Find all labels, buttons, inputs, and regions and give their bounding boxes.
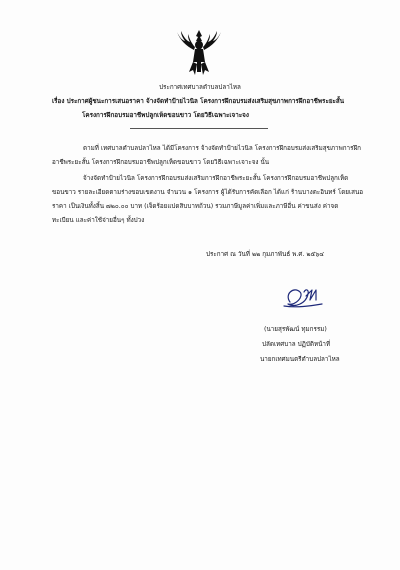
signatory-position-2: นายกเทศมนตรีตำบลปลาไหล — [260, 356, 340, 363]
announcement-date: ประกาศ ณ วันที่ ๒๒ กุมภาพันธ์ พ.ศ. ๒๕๖๔ — [206, 251, 325, 258]
garuda-emblem-icon — [176, 28, 222, 78]
signatory-name: (นายสุรพัฒน์ ทุมกรรม) — [264, 326, 327, 333]
paragraph-2-line-2: ขอนขาว รายละเอียดตามร่างขอบเขตงาน จำนวน ๑ โครงการ ผู้ได้รับการคัดเลือก ได้แก่ ร้านบางตะอินทร์ โดยเสนอ — [52, 189, 364, 196]
office-title: ประกาศเทศบาลตำบลปลาไหล — [159, 84, 241, 91]
paragraph-1-line-1: ตามที่ เทศบาลตำบลปลาไหล ได้มีโครงการ จ้างจัดทำป้ายไวนิล โครงการฝึกอบรมส่งเสริมสุขภาพการฝึก — [83, 145, 361, 152]
divider-line — [130, 128, 268, 129]
paragraph-2-line-1: จ้างจัดทำป้ายไวนิล โครงการฝึกอบรมส่งเสริมการฝึกอาชีพระยะสั้น โครงการฝึกอบรมอาชีพปลูกเห็ด — [83, 175, 349, 182]
paragraph-1-line-2: อาชีพระยะสั้น โครงการฝึกอบรมอาชีพปลูกเห็ดขอนขาว โดยวิธีเฉพาะเจาะจง นั้น — [52, 159, 270, 166]
paragraph-2-line-4: ทะเบียน และค่าใช้จ่ายอื่นๆ ทั้งปวง — [52, 217, 145, 224]
signature-icon — [276, 282, 326, 314]
signatory-position-1: ปลัดเทศบาล ปฏิบัติหน้าที่ — [262, 341, 331, 348]
paragraph-2-line-3: ราคา เป็นเงินทั้งสิ้น ๗๒๐.๐๐ บาท (เจ็ดร้อยแปดสิบบาทถ้วน) รวมภาษีมูลค่าเพิ่มและภาษีอื่น ค่าขนส่ง ค่าจด — [52, 203, 339, 210]
subject-line-1: เรื่อง ประกาศผู้ชนะการเสนอราคา จ้างจัดทำป้ายไวนิล โครงการฝึกอบรมส่งเสริมสุขภาพการฝึกอาชีพระยะสั้น — [52, 98, 345, 105]
subject-line-2: โครงการฝึกอบรมอาชีพปลูกเห็ดขอนขาว โดยวิธีเฉพาะเจาะจง — [82, 112, 249, 119]
